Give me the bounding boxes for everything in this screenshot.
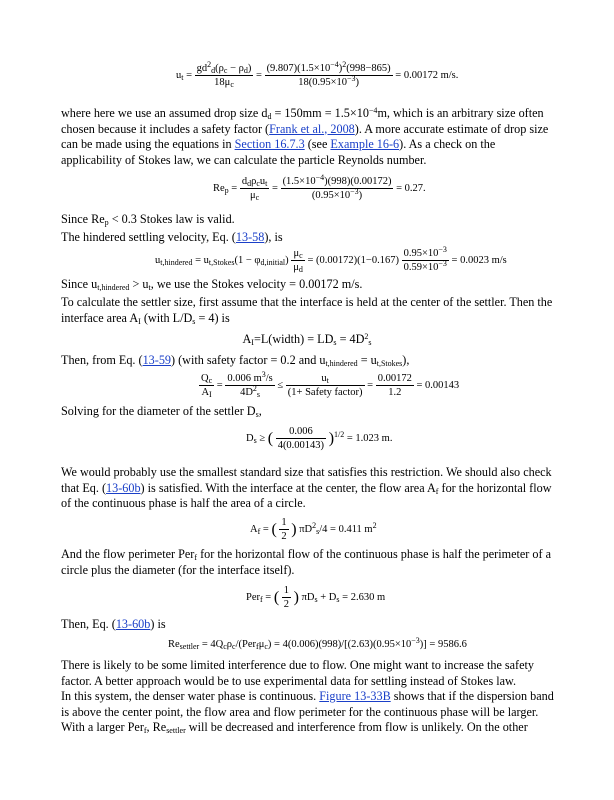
figure-link-13-33b[interactable]: Figure 13-33B: [319, 689, 391, 703]
equation-particle-reynolds: $Re_p$ = $\frac{d_d\rho_cu_t}{\mu_c}$ = $\frac{(1.5\times 10^{-4})(998)(0.00172)}{(0.95\times 10^{-3})}$ = 0.27.: [213, 173, 426, 202]
equation-link-13-59[interactable]: 13-59: [142, 353, 172, 367]
equation-perimeter: Per$_f$ = ( $\frac{1}{2}$ ) $\pi D_s + D_s = 2.630$ m: [246, 585, 386, 610]
paragraph-stokes-valid: Since $Re_p < 0.3$ Stokes law is valid.: [61, 212, 235, 227]
paragraph-interference: There is likely to be some limited interference due to flow. One might want to increase the safety factor. A better approach would be to use experimental data for settling instead of Stokes law.: [61, 658, 535, 688]
paragraph-flow-perimeter: And the flow perimeter Per$_f$ for the horizontal flow of the continuous phase is half the perimeter of a circle plus the diameter (for the interface itself).: [61, 547, 552, 577]
paragraph-check-equation: We would probably use the smallest standard size that satisfies this restriction. We should also check that Eq. (13-60b) is satisfied. With the interface at the center, the flow area $A_f$ for the horizontal flow of the continuous phase is half the area of a circle.: [61, 465, 552, 511]
equation-terminal-velocity: $u_t$ = $\frac{gd^2_d(\rho_c - \rho_d)}{18\mu_c}$ = $\frac{(9.807)(1.5\times 10^{-4})^2(998-865)}{18(0.95\times 10^{-3})}$ = 0.00172 m/s.: [176, 60, 459, 89]
equation-link-13-60b-second[interactable]: 13-60b: [115, 617, 151, 631]
example-link-16-6[interactable]: Example 16-6: [330, 137, 400, 152]
paragraph-use-stokes: Since $u_{t,hindered} > u_t$, we use the Stokes velocity = 0.00172 m/s.: [61, 277, 363, 292]
paragraph-hindered-intro: The hindered settling velocity, Eq. (13-58), is: [61, 230, 283, 244]
equation-flow-ratio: $\frac{Q_c}{A_I}$ = $\frac{0.006 m^3/s}{4D^2_s}$ ≤ $\frac{u_t}{\text{(1+ Safety factor)}}$ = $\frac{0.00172}{1.2}$ = 0.00143: [201, 370, 460, 399]
equation-flow-area: $A_f$ = ( $\frac{1}{2}$ ) $\pi D^2_s/4 = 0.411$ $m^2$: [250, 517, 377, 542]
section-link-16-7-3[interactable]: Section 16.7.3: [234, 137, 305, 152]
equation-hindered-velocity: $u_{t,hindered} = u_{t,Stokes}(1 - \varphi_{d,initial})$ $\frac{\mu_c}{\mu_d}$ = (0.00172)(1−0.167) $\frac{0.95\times 10^{-3}}{0.59\times 10^{-3}}$ = 0.0023 m/s: [155, 245, 507, 274]
equation-link-13-60b[interactable]: 13-60b: [106, 480, 141, 495]
paragraph-settler-size: To calculate the settler size, first assume that the interface is held at the center of the settler. Then the interface area $A_I$ (with $L/D_s = 4$) is: [61, 295, 553, 326]
citation-link-frank[interactable]: Frank et al., 2008: [269, 121, 355, 136]
equation-link-13-58[interactable]: 13-58: [235, 230, 265, 244]
paragraph-then-equation: Then, Eq. (13-60b) is: [61, 617, 166, 631]
equation-interface-area: $A_I=L(width) = LD_s = 4D^2_s$: [242, 332, 372, 347]
paragraph-drop-size: where here we use an assumed drop size $d_d = 150mm = 1.5\times 10^{-4}m$, which is an arbitrary size often chosen because it includes a safety factor (Frank et al., 2008). A more accurate estimate of drop size can be made using the equations in Section 16.7.3 (see Example 16-6). As a check on the applicability of Stokes law, we can calculate the particle Reynolds number.: [61, 106, 549, 167]
equation-settler-reynolds: $Re_{settler} = 4Q_c\rho_c/(Per_f\mu_c) = 4(0.006)(998)/[(2.63)(0.95\times 10^{-3})] = 9586.6$: [168, 636, 467, 651]
paragraph-continuous-phase: In this system, the denser water phase is continuous. Figure 13-33B shows that if the dispersion band is above the center point, the flow area and flow perimeter for the continuous phase will be larger. With a larger Per$_f$, $Re_{settler}$ will be decreased and interference from flow is unlikely. On the other: [61, 689, 554, 736]
equation-diameter: $D_s$ ≥ ( $\frac{0.006}{4(0.00143)}$ )$^{1/2}$ = 1.023 m.: [246, 426, 393, 451]
paragraph-safety-factor: Then, from Eq. (13-59) (with safety factor = 0.2 and $u_{t,hindered} = u_{t,Stokes}$),: [61, 353, 410, 368]
paragraph-solve-diameter: Solving for the diameter of the settler $D_s$,: [61, 404, 262, 419]
